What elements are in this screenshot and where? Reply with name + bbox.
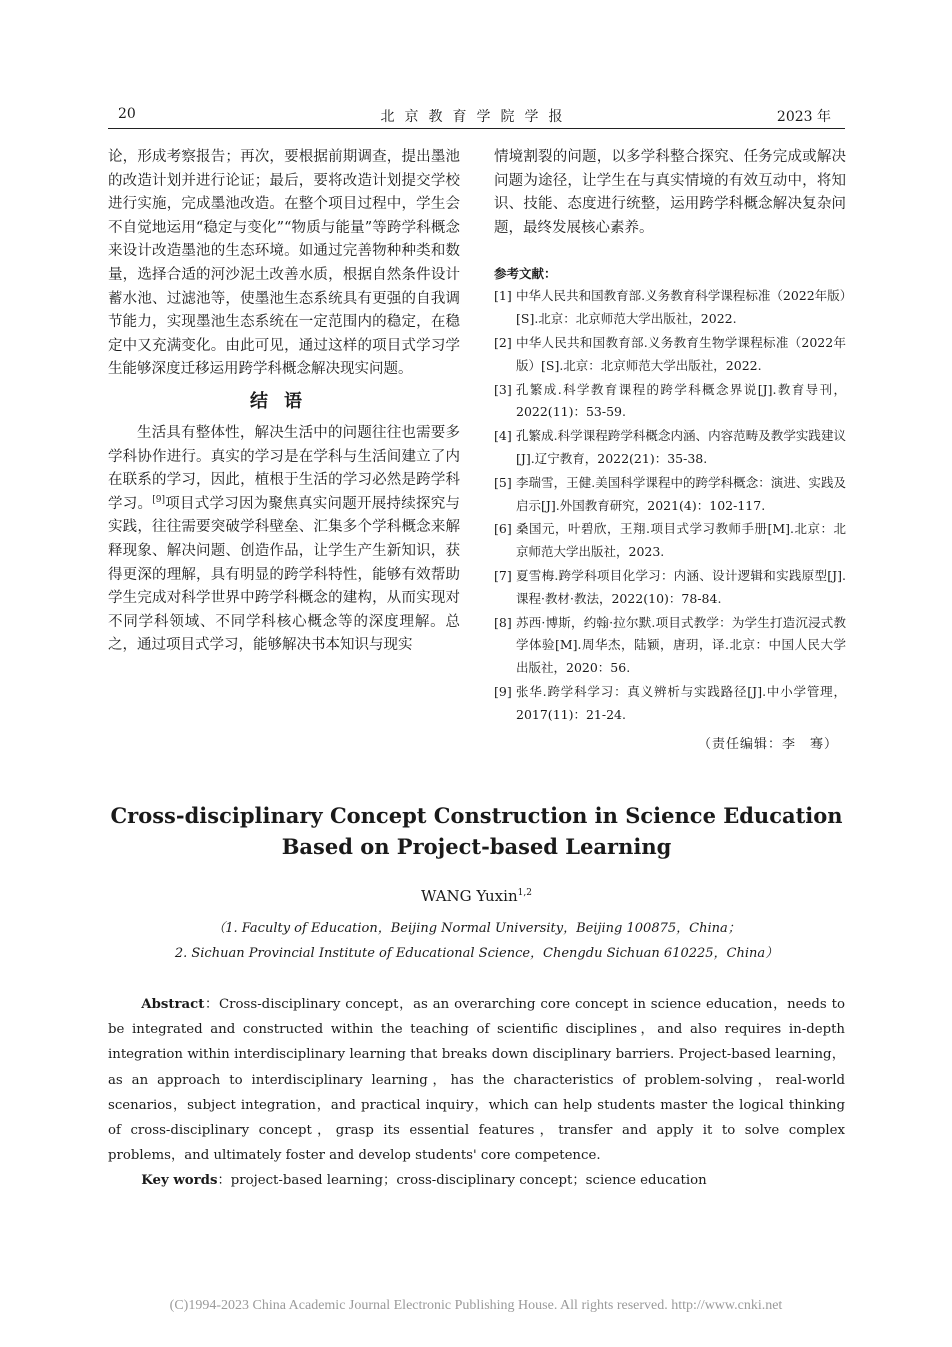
responsible-editor: （责任编辑：李 骞） [697,736,838,752]
reference-number: [5] [494,474,512,490]
reference-text: 张华.跨学科学习：真义辨析与实践路径[J].中小学管理，2017(11)：21-24. [516,683,846,722]
section-heading-conclusion: 结语 [250,390,318,412]
reference-item [494,285,846,331]
reference-item [494,425,846,471]
author-affiliations [108,916,845,966]
english-title-line: Based on Project-based Learning [281,834,672,859]
reference-number: [9] [494,683,512,699]
affiliation-line: 2. Sichuan Provincial Institute of Educational Science，Chengdu Sichuan 610225，China） [174,946,779,961]
references-heading: 参考文献： [494,266,557,282]
reference-number: [8] [494,614,512,630]
reference-number: [2] [494,334,512,350]
keywords-label: Key words [141,1173,218,1188]
english-title [108,800,845,862]
journal-name: 北京教育学院学报 [380,109,573,125]
english-title-line: Cross-disciplinary Concept Construction in Science Education [110,803,843,828]
left-column [108,146,460,658]
reference-item [494,565,846,611]
reference-number: [3] [494,381,512,397]
reference-list [494,285,846,726]
page-number: 20 [118,106,136,122]
reference-text: 夏雪梅.跨学科项目化学习：内涵、设计逻辑和实践原型[J].课程·教材·教法，2022(10)：78-84. [516,567,846,606]
reference-text: 孔繁成.科学课程跨学科概念内涵、内容范畴及教学实践建议[J].辽宁教育，2022(21)：35-38. [516,428,846,466]
author-affiliation-marker: 1,2 [517,888,532,898]
reference-item [494,612,846,680]
reference-number: [4] [494,428,512,444]
reference-item [494,332,846,378]
abstract-label: Abstract [141,997,205,1012]
citation-marker[interactable]: [9] [152,494,165,505]
keywords-text: ：project-based learning；cross-disciplinary concept；science education [217,1173,707,1188]
english-abstract [108,992,845,1168]
reference-text: 苏西·博斯，约翰·拉尔默.项目式教学：为学生打造沉浸式教学体验[M].周华杰，陆颖，唐玥，译.北京：中国人民大学出版社，2020：56. [516,614,846,676]
english-keywords [108,1168,845,1193]
body-paragraph: 情境割裂的问题，以多学科整合探究、任务完成或解决问题为途径，让学生在与真实情境的有效互动中，将知识、技能、态度进行统整，运用跨学科概念解决复杂问题，最终发展核心素养。 [494,149,846,236]
body-paragraph: 生活具有整体性，解决生活中的问题往往也需要多学科协作进行。真实的学习是在学科与生活间建立了内在联系的学习，因此，植根于生活的学习必然是跨学科学习。[9]项目式学习因为聚焦真实问题开展持续探究与实践，往往需要突破学科壁垒、汇集多个学科概念来解释现象、解决问题、创造作品，让学生产生新知识，获得更深的理解，具有明显的跨学科特性，能够有效帮助学生完成对科学世界中跨学科概念的建构，从而实现对不同学科领域、不同学科核心概念等的深度理解。总之，通过项目式学习，能够解决书本知识与现实 [108,424,460,654]
reference-item [494,681,846,727]
reference-text: 李瑞雪，王健.美国科学课程中的跨学科概念：演进、实践及启示[J].外国教育研究，2021(4)：102-117. [516,474,846,513]
reference-item [494,518,846,564]
reference-text: 中华人民共和国教育部.义务教育生物学课程标准（2022年版）[S].北京：北京师范大学出版社，2022. [516,334,846,373]
reference-number: [6] [494,521,512,537]
issue-year: 2023 年 [776,109,831,125]
reference-item [494,472,846,518]
author-name: WANG Yuxin$^{1,2}$ [421,887,532,905]
reference-text: 孔繁成.科学教育课程的跨学科概念界说[J].教育导刊，2022(11)：53-59. [516,381,846,420]
body-paragraph: 论，形成考察报告；再次，要根据前期调查，提出墨池的改造计划并进行论证；最后，要将改造计划提交学校进行实施，完成墨池改造。在整个项目过程中，学生会不自觉地运用“稳定与变化”“物质与能量”等跨学科概念来设计改造墨池的生态环境。如通过完善物种种类和数量，选择合适的河沙泥土改善水质，根据自然条件设计蓄水池、过滤池等，使墨池生态系统具有更强的自我调节能力，实现墨池生态系统在一定范围内的稳定，在稳定中又充满变化。由此可见，通过这样的项目式学习学生能够深度迁移运用跨学科概念解决现实问题。 [108,149,460,378]
copyright-footer: (C)1994-2023 China Academic Journal Electronic Publishing House. All rights reserved. http://www.cnki.net [169,1298,783,1313]
reference-number: [7] [494,567,512,583]
affiliation-line: （1. Faculty of Education，Beijing Normal University，Beijing 100875，China； [212,921,741,936]
abstract-text: ：Cross-disciplinary concept，as an overarching core concept in science education，needs to be integrated and constructed within the teaching of scientific disciplines，and also requires in-depth integration within interdisciplinary learning that breaks down disciplinary barriers. Project-based learning，as an approach to interdisciplinary learning，has the characteristics of problem-solving，real-world scenarios，subject integration，and practical inquiry，which can help students master the logical thinking of cross-disciplinary concept，grasp its essential features，transfer and apply it to solve complex problems，and ultimately foster and develop students' core competence. [108,997,845,1164]
reference-text: 中华人民共和国教育部.义务教育科学课程标准（2022年版）[S].北京：北京师范大学出版社，2022. [516,288,846,327]
reference-number: [1] [494,288,512,304]
reference-item [494,379,846,425]
reference-text: 桑国元，叶碧欣，王翔.项目式学习教师手册[M].北京：北京师范大学出版社，2023. [516,521,846,560]
right-column [494,146,846,756]
running-header [108,104,845,129]
